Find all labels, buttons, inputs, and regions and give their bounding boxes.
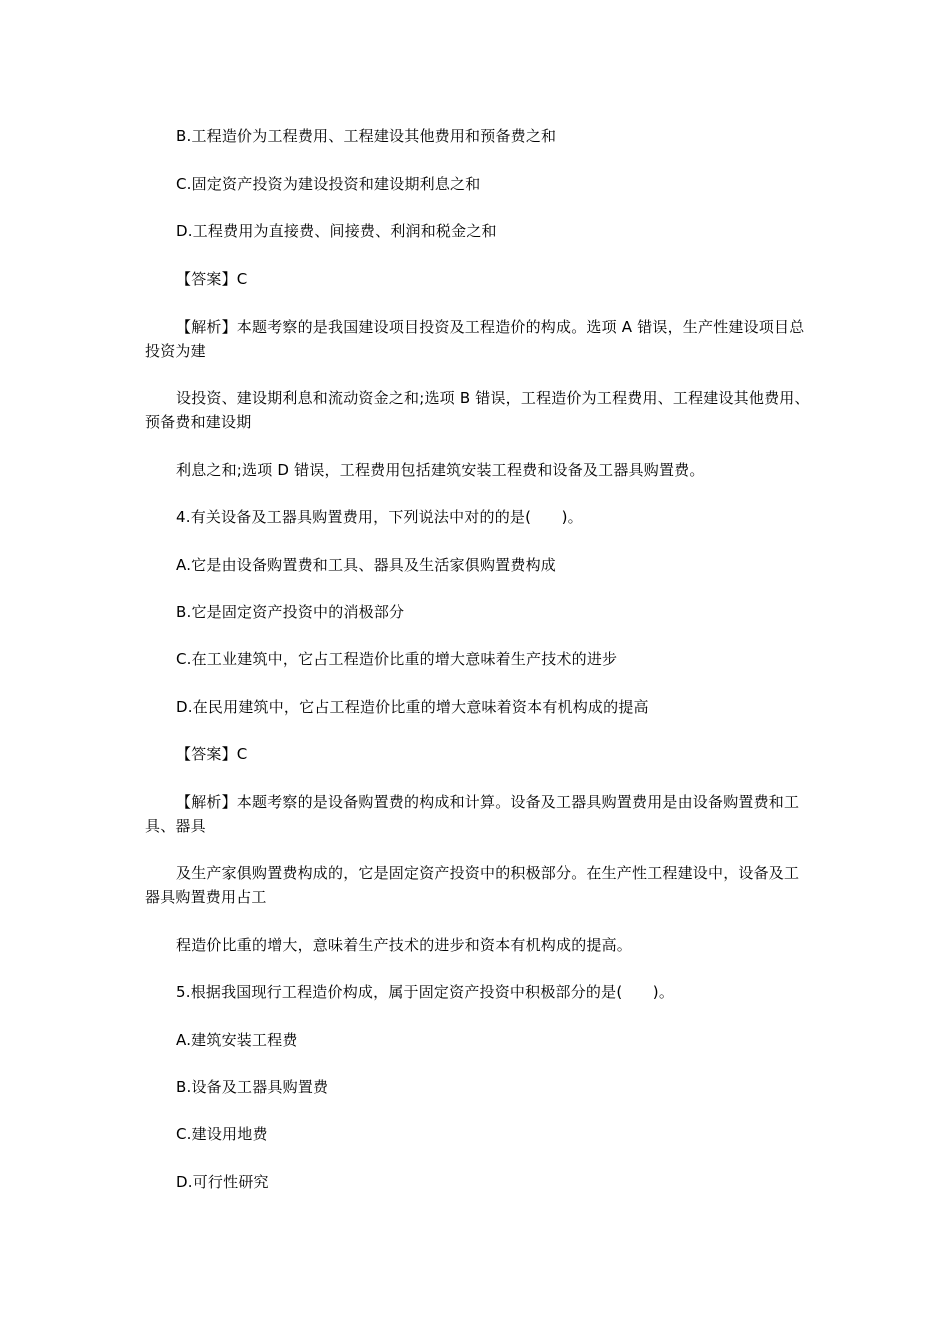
option-c-q4: C.在工业建筑中，它占工程造价比重的增大意味着生产技术的进步 [176, 650, 618, 668]
answer-q4: 【答案】C [176, 745, 248, 763]
answer-q3: 【答案】C [176, 270, 248, 288]
option-c-q3: C.固定资产投资为建设投资和建设期利息之和 [176, 175, 481, 193]
question-5: 5.根据我国现行工程造价构成，属于固定资产投资中积极部分的是( )。 [176, 983, 675, 1001]
question-4: 4.有关设备及工器具购置费用，下列说法中对的的是( )。 [176, 508, 583, 526]
option-c-q5: C.建设用地费 [176, 1125, 268, 1143]
option-b-q5: B.设备及工器具购置费 [176, 1078, 329, 1096]
analysis-q3-part2: 设投资、建设期利息和流动资金之和;选项 B 错误，工程造价为工程费用、工程建设其他费用、预备费和建设期 [145, 389, 810, 431]
analysis-q3-part1: 【解析】本题考察的是我国建设项目投资及工程造价的构成。选项 A 错误，生产性建设项目总投资为建 [145, 318, 805, 360]
option-b-q3: B.工程造价为工程费用、工程建设其他费用和预备费之和 [176, 127, 557, 145]
analysis-q4-part1: 【解析】本题考察的是设备购置费的构成和计算。设备及工器具购置费用是由设备购置费和工具、器具 [145, 793, 800, 835]
analysis-q4-part2: 及生产家俱购置费构成的，它是固定资产投资中的积极部分。在生产性工程建设中，设备及工器具购置费用占工 [145, 864, 800, 906]
option-a-q5: A.建筑安装工程费 [176, 1031, 298, 1049]
option-a-q4: A.它是由设备购置费和工具、器具及生活家俱购置费构成 [176, 556, 556, 574]
option-d-q3: D.工程费用为直接费、间接费、利润和税金之和 [176, 222, 497, 240]
analysis-q3-part3: 利息之和;选项 D 错误，工程费用包括建筑安装工程费和设备及工器具购置费。 [176, 461, 705, 479]
analysis-q4-part3: 程造价比重的增大，意味着生产技术的进步和资本有机构成的提高。 [176, 936, 633, 954]
option-d-q5: D.可行性研究 [176, 1173, 269, 1191]
option-d-q4: D.在民用建筑中，它占工程造价比重的增大意味着资本有机构成的提高 [176, 698, 649, 716]
option-b-q4: B.它是固定资产投资中的消极部分 [176, 603, 405, 621]
